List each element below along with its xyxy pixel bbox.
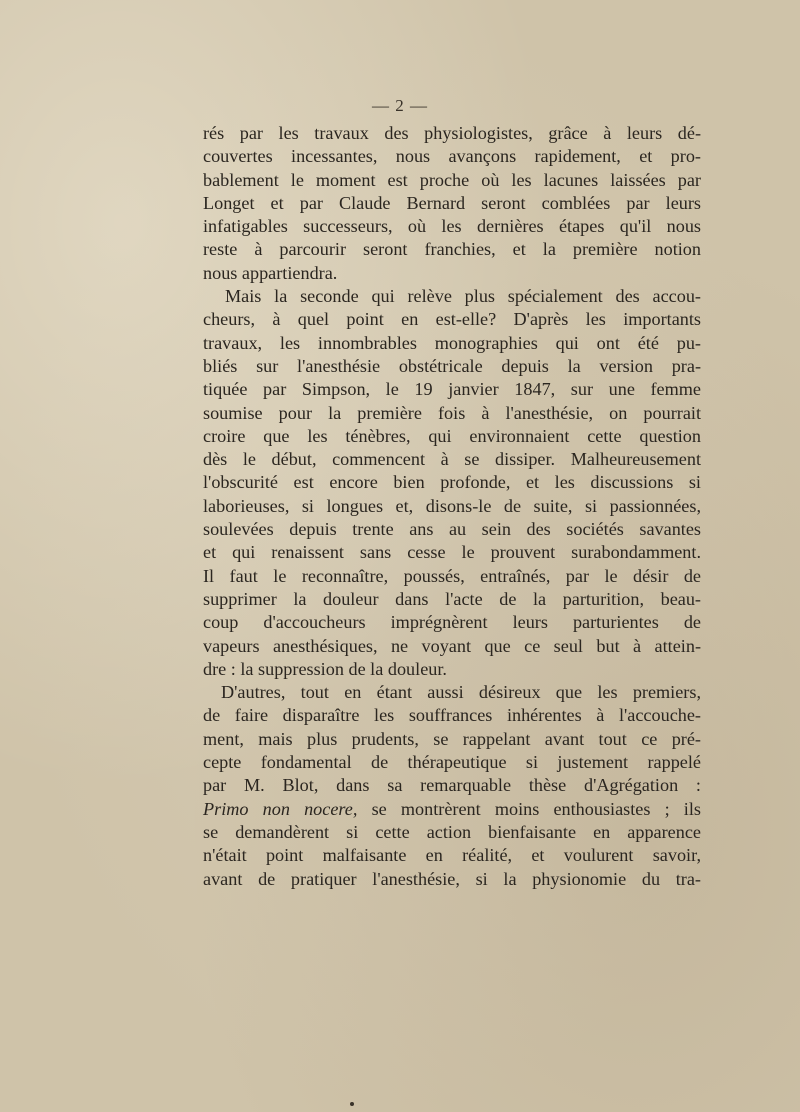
text-line: se demandèrent si cette action bienfaisante en apparence — [203, 821, 701, 842]
text-line: bliés sur l'anesthésie obstétricale depuis la version pra- — [203, 355, 701, 376]
text-line: cheurs, à quel point en est-elle? D'après les importants — [203, 309, 701, 330]
text-line: couvertes incessantes, nous avançons rapidement, et pro- — [203, 146, 701, 167]
text-line: rés par les travaux des physiologistes, grâce à leurs dé- — [203, 123, 701, 143]
paper-speck — [350, 1102, 354, 1106]
text-line: bablement le moment est proche où les lacunes laissées par — [203, 169, 701, 190]
italic-phrase: Primo non nocere, — [203, 798, 358, 819]
paragraph-start-line: D'autres, tout en étant aussi désireux que les premiers, — [221, 682, 701, 703]
text-line: laborieuses, si longues et, disons-le de suite, si passionnées, — [203, 495, 701, 516]
text-line: reste à parcourir seront franchies, et la première notion — [203, 239, 701, 260]
text-line: de faire disparaître les souffrances inhérentes à l'accouche- — [203, 705, 701, 726]
text-line: cepte fondamental de thérapeutique si justement rappelé — [203, 752, 701, 773]
text-line: tiquée par Simpson, le 19 janvier 1847, sur une femme — [203, 379, 701, 400]
text-line: soumise pour la première fois à l'anesthésie, on pourrait — [203, 402, 701, 423]
text-line: par M. Blot, dans sa remarquable thèse d'Agrégation : — [203, 775, 701, 796]
text-line: n'était point malfaisante en réalité, et voulurent savoir, — [203, 845, 701, 866]
text-segment: se montrèrent moins enthousiastes ; ils — [357, 798, 701, 819]
paragraph-start-line: Mais la seconde qui relève plus spécialement des accou- — [225, 286, 701, 307]
text-line: coup d'accoucheurs imprégnèrent leurs parturientes de — [203, 612, 701, 633]
text-line: infatigables successeurs, où les dernières étapes qu'il nous — [203, 216, 701, 237]
page-number: — 2 — — [372, 96, 428, 115]
text-line: dre : la suppression de la douleur. — [203, 658, 447, 679]
text-line: nous appartiendra. — [203, 262, 338, 283]
text-line-with-italic — [203, 798, 701, 821]
text-line: Il faut le reconnaître, poussés, entraînés, par le désir de — [203, 565, 701, 586]
text-line: avant de pratiquer l'anesthésie, si la physionomie du tra- — [203, 868, 701, 889]
text-line: croire que les ténèbres, qui environnaient cette question — [203, 425, 701, 446]
text-line: vapeurs anesthésiques, ne voyant que ce seul but à attein- — [203, 635, 701, 656]
text-line: ment, mais plus prudents, se rappelant avant tout ce pré- — [203, 728, 701, 749]
body-text — [203, 122, 701, 891]
text-line: l'obscurité est encore bien profonde, et les discussions si — [203, 472, 701, 493]
text-line: et qui renaissent sans cesse le prouvent surabondamment. — [203, 542, 701, 563]
text-line: supprimer la douleur dans l'acte de la parturition, beau- — [203, 588, 701, 609]
text-line: travaux, les innombrables monographies qui ont été pu- — [203, 332, 701, 353]
text-line: dès le début, commencent à se dissiper. Malheureusement — [203, 449, 701, 470]
text-line: soulevées depuis trente ans au sein des sociétés savantes — [203, 519, 701, 540]
text-line: Longet et par Claude Bernard seront comblées par leurs — [203, 192, 701, 213]
